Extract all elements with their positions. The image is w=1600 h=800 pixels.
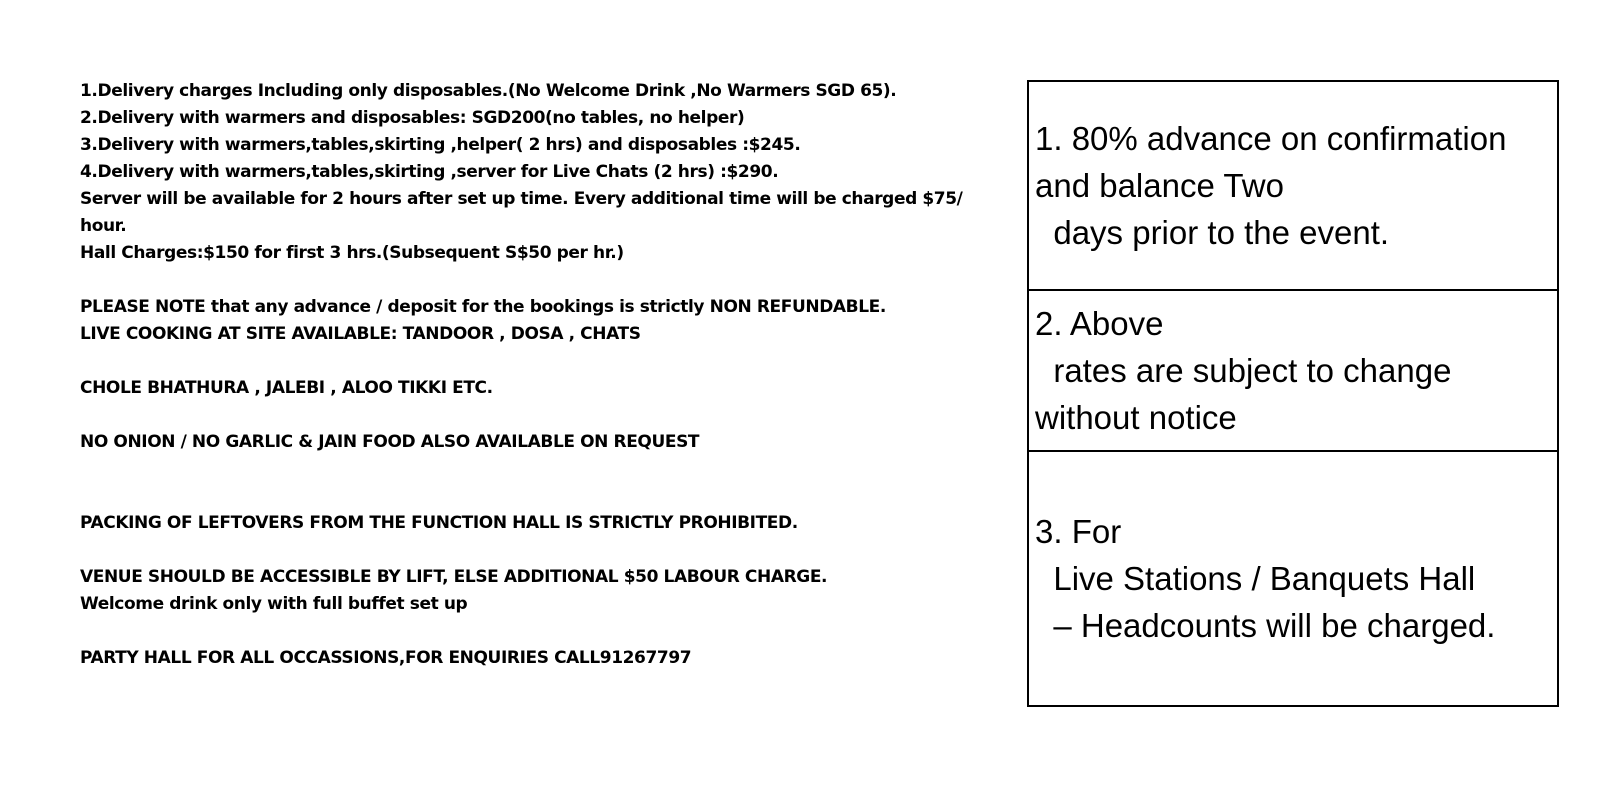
term-line: – Headcounts will be charged. <box>1035 607 1496 644</box>
note-server-availability: Server will be available for 2 hours after set up time. Every additional time will be charged $75/ hour. <box>80 189 963 236</box>
note-delivery-disposables: 1.Delivery charges Including only disposables.(No Welcome Drink ,No Warmers SGD 65). <box>80 81 897 101</box>
term-line: 3. For <box>1035 513 1122 550</box>
note-hall-charges: Hall Charges:$150 for first 3 hrs.(Subsequent S$50 per hr.) <box>80 243 624 263</box>
note-non-refundable: PLEASE NOTE that any advance / deposit for the bookings is strictly NON REFUNDABLE. <box>80 297 886 317</box>
note-live-items: CHOLE BHATHURA , JALEBI , ALOO TIKKI ETC. <box>80 378 493 398</box>
term-line: 1. 80% advance on confirmation <box>1035 120 1507 157</box>
term-line: rates are subject to change <box>1035 352 1452 389</box>
note-delivery-helper: 3.Delivery with warmers,tables,skirting ,helper( 2 hrs) and disposables :$245. <box>80 135 801 155</box>
term-line: Live Stations / Banquets Hall <box>1035 560 1476 597</box>
terms-table <box>1027 80 1559 707</box>
term-line: without notice <box>1035 399 1237 436</box>
note-delivery-warmers: 2.Delivery with warmers and disposables: SGD200(no tables, no helper) <box>80 108 745 128</box>
note-welcome-drink: Welcome drink only with full buffet set up <box>80 594 468 614</box>
term-text <box>1035 300 1451 441</box>
delivery-notes <box>80 78 1010 672</box>
term-text <box>1035 115 1506 256</box>
note-venue-lift: VENUE SHOULD BE ACCESSIBLE BY LIFT, ELSE ADDITIONAL $50 LABOUR CHARGE. <box>80 567 828 587</box>
note-leftovers: PACKING OF LEFTOVERS FROM THE FUNCTION HALL IS STRICTLY PROHIBITED. <box>80 513 798 533</box>
note-delivery-server: 4.Delivery with warmers,tables,skirting ,server for Live Chats (2 hrs) :$290. <box>80 162 779 182</box>
note-live-cooking: LIVE COOKING AT SITE AVAILABLE: TANDOOR , DOSA , CHATS <box>80 324 641 344</box>
term-line: days prior to the event. <box>1035 214 1390 251</box>
term-headcounts <box>1029 452 1557 705</box>
term-line: 2. Above <box>1035 305 1164 342</box>
term-advance-payment <box>1029 82 1557 291</box>
term-rates-change <box>1029 291 1557 452</box>
term-line: and balance Two <box>1035 167 1284 204</box>
note-party-hall-contact: PARTY HALL FOR ALL OCCASSIONS,FOR ENQUIRIES CALL91267797 <box>80 648 692 668</box>
note-jain-food: NO ONION / NO GARLIC & JAIN FOOD ALSO AVAILABLE ON REQUEST <box>80 432 700 452</box>
term-text <box>1035 508 1495 649</box>
